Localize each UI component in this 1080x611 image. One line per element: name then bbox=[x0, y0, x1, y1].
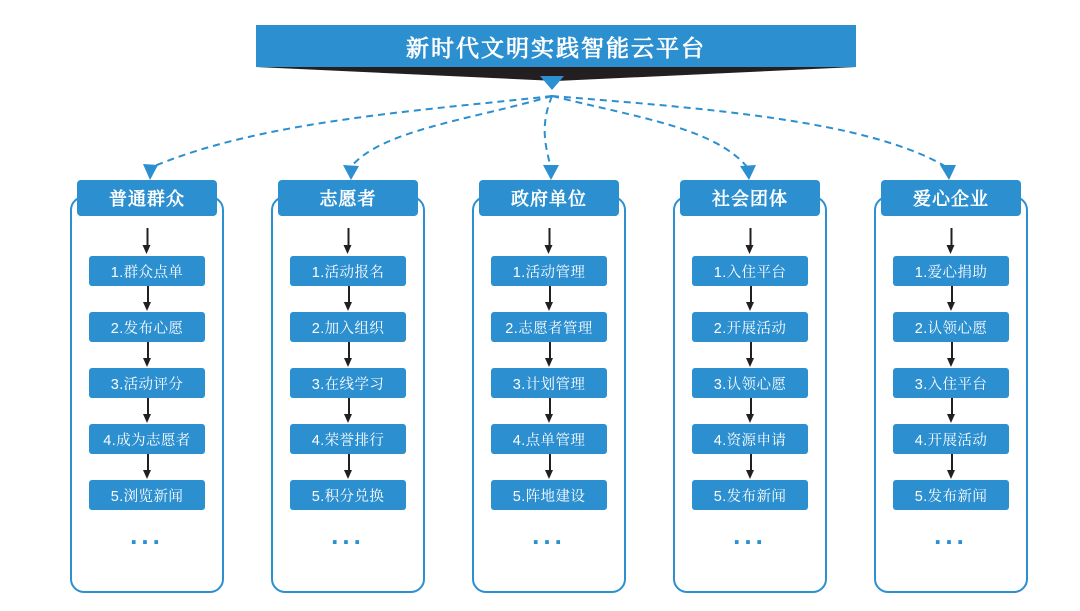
role-column-social-group bbox=[673, 189, 827, 593]
list-item[interactable]: 4.开展活动 bbox=[893, 424, 1009, 454]
column-items bbox=[876, 256, 1026, 550]
list-item[interactable]: 1.活动报名 bbox=[290, 256, 406, 286]
list-item[interactable]: 5.阵地建设 bbox=[491, 480, 607, 510]
arrow-down-icon bbox=[746, 342, 755, 368]
arrow-down-icon bbox=[545, 398, 554, 424]
list-item[interactable]: 3.活动评分 bbox=[89, 368, 205, 398]
list-item[interactable]: 2.加入组织 bbox=[290, 312, 406, 342]
more-indicator: ... bbox=[532, 520, 566, 550]
arrow-down-icon bbox=[143, 286, 152, 312]
list-item[interactable]: 2.发布心愿 bbox=[89, 312, 205, 342]
arrow-down-icon bbox=[344, 286, 353, 312]
entry-arrow-icon bbox=[947, 228, 956, 256]
title-down-arrow-icon bbox=[540, 76, 564, 90]
role-column-charitable-enterprise bbox=[874, 189, 1028, 593]
list-item[interactable]: 2.志愿者管理 bbox=[491, 312, 607, 342]
list-item[interactable]: 5.浏览新闻 bbox=[89, 480, 205, 510]
column-items bbox=[72, 256, 222, 550]
arrow-down-icon bbox=[947, 286, 956, 312]
role-column-government-unit bbox=[472, 189, 626, 593]
role-column-general-public bbox=[70, 189, 224, 593]
list-item[interactable]: 2.开展活动 bbox=[692, 312, 808, 342]
arrow-down-icon bbox=[344, 342, 353, 368]
arrow-down-icon bbox=[947, 342, 956, 368]
platform-title-banner bbox=[256, 25, 856, 67]
entry-arrow-icon bbox=[143, 228, 152, 256]
list-item[interactable]: 4.荣誉排行 bbox=[290, 424, 406, 454]
arrow-down-icon bbox=[545, 454, 554, 480]
arrow-down-icon bbox=[746, 286, 755, 312]
column-items bbox=[474, 256, 624, 550]
list-item[interactable]: 4.点单管理 bbox=[491, 424, 607, 454]
arrow-down-icon bbox=[746, 454, 755, 480]
arrow-down-icon bbox=[746, 398, 755, 424]
column-items bbox=[273, 256, 423, 550]
list-item[interactable]: 1.入住平台 bbox=[692, 256, 808, 286]
list-item[interactable]: 5.积分兑换 bbox=[290, 480, 406, 510]
list-item[interactable]: 3.入住平台 bbox=[893, 368, 1009, 398]
arrow-down-icon bbox=[344, 398, 353, 424]
arrow-down-icon bbox=[143, 454, 152, 480]
list-item[interactable]: 3.在线学习 bbox=[290, 368, 406, 398]
arrow-down-icon bbox=[545, 342, 554, 368]
list-item[interactable]: 4.资源申请 bbox=[692, 424, 808, 454]
entry-arrow-icon bbox=[746, 228, 755, 256]
column-header[interactable]: 政府单位 bbox=[479, 180, 619, 216]
more-indicator: ... bbox=[934, 520, 968, 550]
column-items bbox=[675, 256, 825, 550]
entry-arrow-icon bbox=[344, 228, 353, 256]
arrow-down-icon bbox=[344, 454, 353, 480]
list-item[interactable]: 1.活动管理 bbox=[491, 256, 607, 286]
list-item[interactable]: 3.认领心愿 bbox=[692, 368, 808, 398]
list-item[interactable]: 5.发布新闻 bbox=[893, 480, 1009, 510]
column-header[interactable]: 志愿者 bbox=[278, 180, 418, 216]
list-item[interactable]: 4.成为志愿者 bbox=[89, 424, 205, 454]
arrow-down-icon bbox=[947, 454, 956, 480]
column-header[interactable]: 普通群众 bbox=[77, 180, 217, 216]
column-header[interactable]: 爱心企业 bbox=[881, 180, 1021, 216]
arrow-down-icon bbox=[947, 398, 956, 424]
list-item[interactable]: 5.发布新闻 bbox=[692, 480, 808, 510]
more-indicator: ... bbox=[331, 520, 365, 550]
arrow-down-icon bbox=[143, 342, 152, 368]
arrow-down-icon bbox=[143, 398, 152, 424]
list-item[interactable]: 1.爱心捐助 bbox=[893, 256, 1009, 286]
list-item[interactable]: 3.计划管理 bbox=[491, 368, 607, 398]
more-indicator: ... bbox=[130, 520, 164, 550]
more-indicator: ... bbox=[733, 520, 767, 550]
list-item[interactable]: 1.群众点单 bbox=[89, 256, 205, 286]
role-column-volunteer bbox=[271, 189, 425, 593]
arrow-down-icon bbox=[545, 286, 554, 312]
column-header[interactable]: 社会团体 bbox=[680, 180, 820, 216]
entry-arrow-icon bbox=[545, 228, 554, 256]
page-title: 新时代文明实践智能云平台 bbox=[406, 34, 706, 61]
list-item[interactable]: 2.认领心愿 bbox=[893, 312, 1009, 342]
